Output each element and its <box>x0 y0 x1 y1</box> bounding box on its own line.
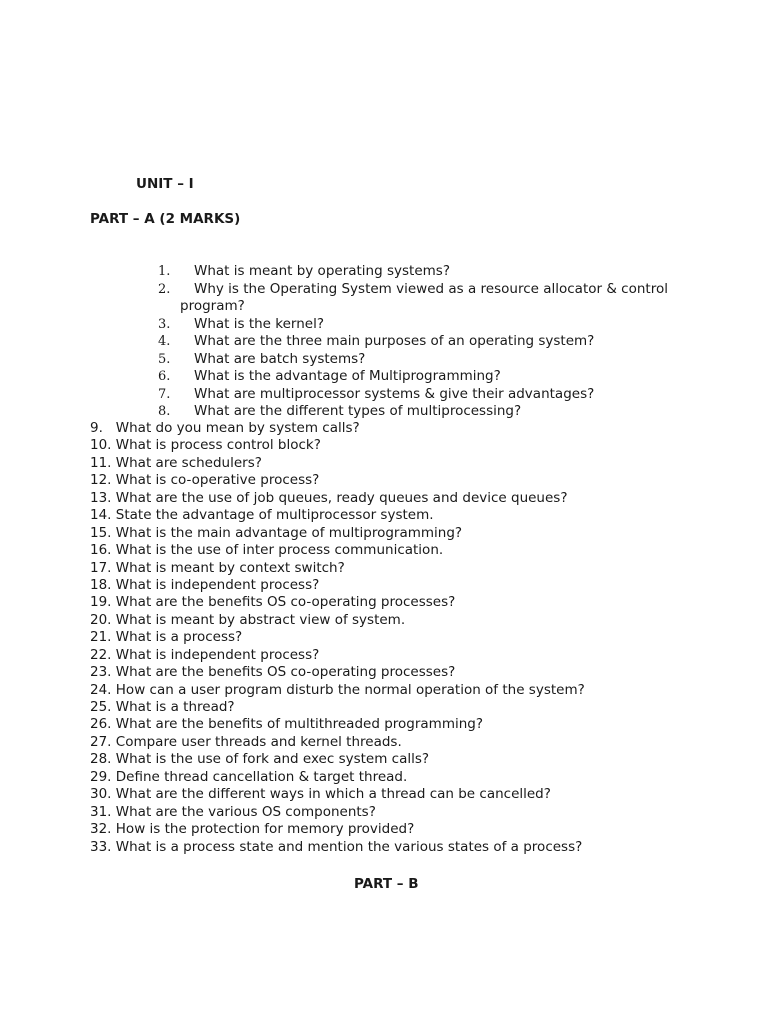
question-text: How can a user program disturb the normal operation of the system? <box>115 681 585 698</box>
question-text: What is the advantage of Multiprogramming? <box>194 368 501 384</box>
list-item <box>90 647 730 664</box>
list-item <box>90 751 730 768</box>
list-item <box>90 525 730 542</box>
question-text: What is the main advantage of multiprogramming? <box>115 524 463 541</box>
question-text: What is independent process? <box>115 576 320 593</box>
indented-question-list <box>0 263 768 421</box>
question-text <box>180 280 684 316</box>
list-item <box>90 716 730 733</box>
list-item <box>90 682 730 699</box>
list-item <box>90 490 730 507</box>
question-number: 11. <box>90 454 112 471</box>
list-item <box>0 333 768 351</box>
list-item <box>90 594 730 611</box>
question-text: What are the use of job queues, ready queues and device queues? <box>115 489 568 506</box>
question-number: 18. <box>90 576 112 593</box>
question-text: What is a thread? <box>115 699 235 715</box>
question-text: Compare user threads and kernel threads. <box>115 733 402 750</box>
question-number: 21. <box>90 629 112 646</box>
question-number: 29. <box>90 768 112 785</box>
question-number: 28. <box>90 751 112 768</box>
question-text: What is a process state and mention the various states of a process? <box>115 838 583 855</box>
question-number: 31. <box>90 803 112 820</box>
question-text: What are the benefits of multithreaded programming? <box>115 716 484 733</box>
list-item <box>90 507 730 524</box>
question-number: 20. <box>90 611 112 628</box>
question-text: What is a process? <box>115 629 243 646</box>
list-item <box>90 699 730 716</box>
question-number: 23. <box>90 664 112 681</box>
question-number: 3. <box>158 316 171 332</box>
question-text: What are the different ways in which a thread can be cancelled? <box>115 786 551 803</box>
question-number: 2. <box>158 281 171 297</box>
list-item <box>90 560 730 577</box>
question-number: 33. <box>90 838 112 855</box>
list-item <box>90 455 730 472</box>
list-item <box>90 804 730 821</box>
question-number: 4. <box>158 334 171 349</box>
question-number: 27. <box>90 733 112 750</box>
part-a-title: PART – A (2 MARKS) <box>90 211 241 227</box>
question-number: 30. <box>90 786 112 803</box>
list-item <box>0 351 768 369</box>
question-number: 6. <box>158 369 171 384</box>
question-number: 12. <box>90 472 112 489</box>
list-item <box>90 437 730 454</box>
question-text: What is the kernel? <box>194 315 325 332</box>
question-number: 32. <box>90 821 112 838</box>
question-number: 19. <box>90 594 112 611</box>
question-number: 13. <box>90 489 112 506</box>
list-item <box>90 769 730 786</box>
list-item <box>90 839 730 856</box>
question-text: Define thread cancellation & target thread. <box>115 768 408 785</box>
list-item <box>0 316 768 334</box>
question-number: 15. <box>90 524 112 541</box>
list-item <box>90 821 730 838</box>
question-text: What is meant by context switch? <box>115 559 345 576</box>
list-item <box>0 263 768 281</box>
question-text: What is meant by operating systems? <box>194 263 450 279</box>
question-number: 26. <box>90 716 112 733</box>
list-item <box>90 420 730 437</box>
list-item <box>90 786 730 803</box>
question-text: What are the benefits OS co-operating processes? <box>115 594 456 611</box>
question-text: What is the use of inter process communication. <box>115 542 444 559</box>
question-list <box>90 420 730 856</box>
question-text-continuation: program? <box>180 298 245 314</box>
question-text: What is meant by abstract view of system. <box>115 611 406 628</box>
question-text: What is independent process? <box>115 646 320 663</box>
question-text: What are the three main purposes of an operating system? <box>194 333 595 349</box>
list-item <box>90 664 730 681</box>
question-number: 14. <box>90 507 112 524</box>
question-number: 1. <box>158 264 171 279</box>
question-number: 9. <box>90 420 103 436</box>
list-item <box>0 368 768 386</box>
question-number: 10. <box>90 437 112 454</box>
question-text: State the advantage of multiprocessor system. <box>115 507 434 524</box>
question-number: 8. <box>158 404 171 419</box>
question-text: What is the use of fork and exec system calls? <box>115 751 430 768</box>
list-item <box>90 629 730 646</box>
question-text: What is process control block? <box>115 437 321 454</box>
part-b-title: PART – B <box>354 876 419 892</box>
question-text: How is the protection for memory provided? <box>115 821 415 838</box>
question-text: What are schedulers? <box>115 454 262 471</box>
list-item <box>0 403 768 421</box>
question-text: What are the different types of multiprocessing? <box>194 403 522 419</box>
question-text: What are multiprocessor systems & give their advantages? <box>194 385 595 402</box>
question-text: What is co-operative process? <box>115 472 320 489</box>
question-number: 24. <box>90 681 112 698</box>
question-number: 22. <box>90 646 112 663</box>
list-item <box>0 281 768 316</box>
list-item <box>90 472 730 489</box>
question-text: What are batch systems? <box>194 350 366 367</box>
list-item <box>90 612 730 629</box>
question-text-line: Why is the Operating System viewed as a resource allocator & control <box>194 280 668 297</box>
list-item <box>90 734 730 751</box>
unit-title: UNIT – I <box>136 176 194 192</box>
list-item <box>90 542 730 559</box>
list-item <box>0 386 768 404</box>
list-item <box>90 577 730 594</box>
question-number: 5. <box>158 351 171 367</box>
question-text: What are the benefits OS co-operating processes? <box>115 664 456 681</box>
question-number: 16. <box>90 542 112 559</box>
question-number: 17. <box>90 559 112 576</box>
question-number: 25. <box>90 699 112 715</box>
question-text: What do you mean by system calls? <box>115 420 360 436</box>
question-number: 7. <box>158 386 171 402</box>
question-text: What are the various OS components? <box>115 803 376 820</box>
